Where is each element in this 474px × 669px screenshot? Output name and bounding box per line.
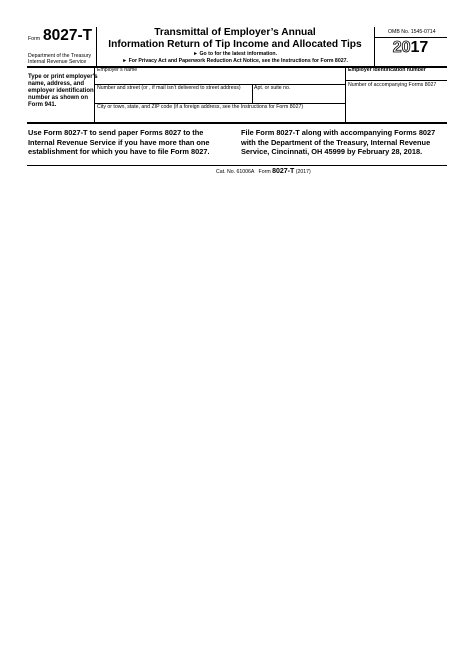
footer-form-number: 8027-T: [272, 168, 295, 175]
ein-label: Employer identification number: [348, 67, 426, 73]
city-field[interactable]: [94, 103, 345, 122]
year-outline: 20: [392, 39, 411, 56]
service-name: Internal Revenue Service: [28, 59, 87, 65]
num-forms-field[interactable]: [345, 80, 447, 122]
title-line-2: Information Return of Tip Income and Allocated Tips: [108, 38, 362, 50]
instruction-privacy: ► For Privacy Act and Paperwork Reduction Act Notice, see the Instructions for Form 8027.: [122, 58, 348, 64]
tax-year: [374, 39, 447, 57]
form-number: 8027-T: [43, 27, 93, 44]
form-footer: [216, 169, 311, 175]
employer-name-label: Employer’s name: [97, 67, 138, 73]
title-line-1: Transmittal of Employer’s Annual: [154, 27, 316, 38]
num-forms-label: Number of accompanying Forms 8027: [348, 82, 437, 88]
apt-field[interactable]: [252, 84, 345, 103]
street-field[interactable]: [94, 84, 252, 103]
employer-name-field[interactable]: [94, 66, 345, 84]
ein-field[interactable]: [345, 66, 447, 80]
apt-label: Apt. or suite no.: [254, 85, 291, 91]
year-solid: 17: [410, 39, 429, 56]
form-title: [97, 27, 373, 50]
form-prefix: Form: [28, 36, 41, 42]
footer-year: (2017): [295, 169, 311, 175]
city-label: City or town, state, and ZIP code (if a foreign address, see the Instructions for Form 8027): [97, 104, 304, 110]
street-label: Number and street (or , if mail isn’t delivered to street address): [97, 85, 241, 91]
footer-form-label: Form: [258, 169, 271, 175]
instructions-right: File Form 8027-T along with accompanying Forms 8027 with the Department of the Treasury, Internal Revenue Service, Cincinnati, OH 45999 by February 28, 2018.: [241, 128, 436, 157]
instruction-web: ► Go to for the latest information.: [192, 51, 278, 57]
omb-number: OMB No. 1545-0714: [388, 29, 436, 35]
entry-side-label: Type or print employer’s name, address, and employer identification number as shown on Form 941.: [28, 74, 98, 108]
instructions-left: Use Form 8027-T to send paper Forms 8027 to the Internal Revenue Service if you have more than one establishment for which you have to file Form 8027.: [28, 128, 210, 157]
catalog-number: Cat. No. 61006A: [216, 169, 255, 175]
department-name: Department of the Treasury: [28, 53, 92, 59]
